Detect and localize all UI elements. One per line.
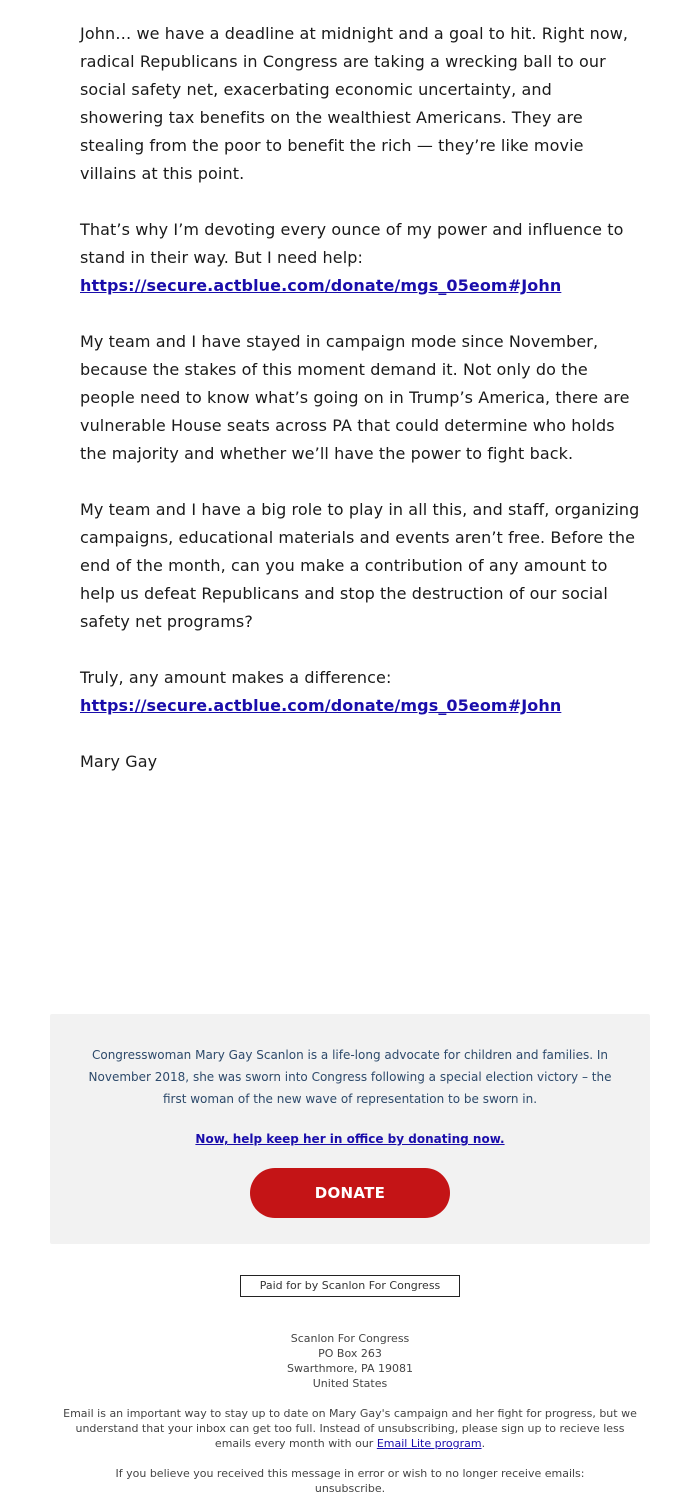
unsubscribe-note [60,1466,640,1496]
mailing-address [0,1331,700,1391]
bio-text: Congresswoman Mary Gay Scanlon is a life-long advocate for children and families. In November 2018, she was sworn into Congress following a special election victory – the first woman of the new wave of representation to be sworn in. [88,1048,612,1106]
unsubscribe-period: . [381,1482,386,1495]
paragraph-campaign: My team and I have stayed in campaign mode since November, because the stakes of this moment demand it. Not only do the people need to know what’s going on in Trump’s America, there are vulnerable House seats across PA that could determine who holds the majority and whether we’ll have the power to fight back. [80,332,630,463]
donate-link-1[interactable]: https://secure.actblue.com/donate/mgs_05eom#John [80,276,562,295]
unsubscribe-text: If you believe you received this message in error or wish to no longer receive emails: [115,1467,585,1480]
email-lite-note [60,1406,640,1451]
signature: Mary Gay [80,752,158,771]
donate-button[interactable]: DONATE [250,1168,450,1218]
email-lite-link[interactable]: Email Lite program [376,1437,482,1450]
address-po-box: PO Box 263 [318,1347,382,1360]
any-amount-text: Truly, any amount makes a difference: [80,668,392,687]
donate-link-2[interactable]: https://secure.actblue.com/donate/mgs_05eom#John [80,696,562,715]
address-country: United States [312,1377,388,1390]
address-org: Scanlon For Congress [290,1332,410,1345]
email-lite-period: . [481,1437,486,1450]
help-donate-link[interactable]: Now, help keep her in office by donating now. [195,1132,505,1146]
paragraph-any-amount [80,664,640,720]
email-body [80,20,640,804]
unsubscribe-link[interactable]: unsubscribe [314,1482,382,1495]
email-lite-text: Email is an important way to stay up to date on Mary Gay's campaign and her fight for progress, but we understand that your inbox can get too full. Instead of unsubscribing, please sign up to recieve less emails every month with our [63,1407,637,1450]
paragraph-contribution: My team and I have a big role to play in all this, and staff, organizing campaigns, educational materials and events aren’t free. Before the end of the month, can you make a contribution of any amount to help us defeat Republicans and stop the destruction of our social safety net programs? [80,500,640,631]
paragraph-intro: John… we have a deadline at midnight and a goal to hit. Right now, radical Republicans in Congress are taking a wrecking ball to our social safety net, exacerbating economic uncertainty, and showering tax benefits on the wealthiest Americans. They are stealing from the poor to benefit the rich — they’re like movie villains at this point. [80,24,629,183]
paid-for-disclaimer: Paid for by Scanlon For Congress [240,1275,460,1297]
bio-panel [50,1014,650,1244]
address-city: Swarthmore, PA 19081 [287,1362,413,1375]
help-text: That’s why I’m devoting every ounce of my power and influence to stand in their way. But I need help: [80,220,624,267]
paragraph-help [80,216,640,300]
